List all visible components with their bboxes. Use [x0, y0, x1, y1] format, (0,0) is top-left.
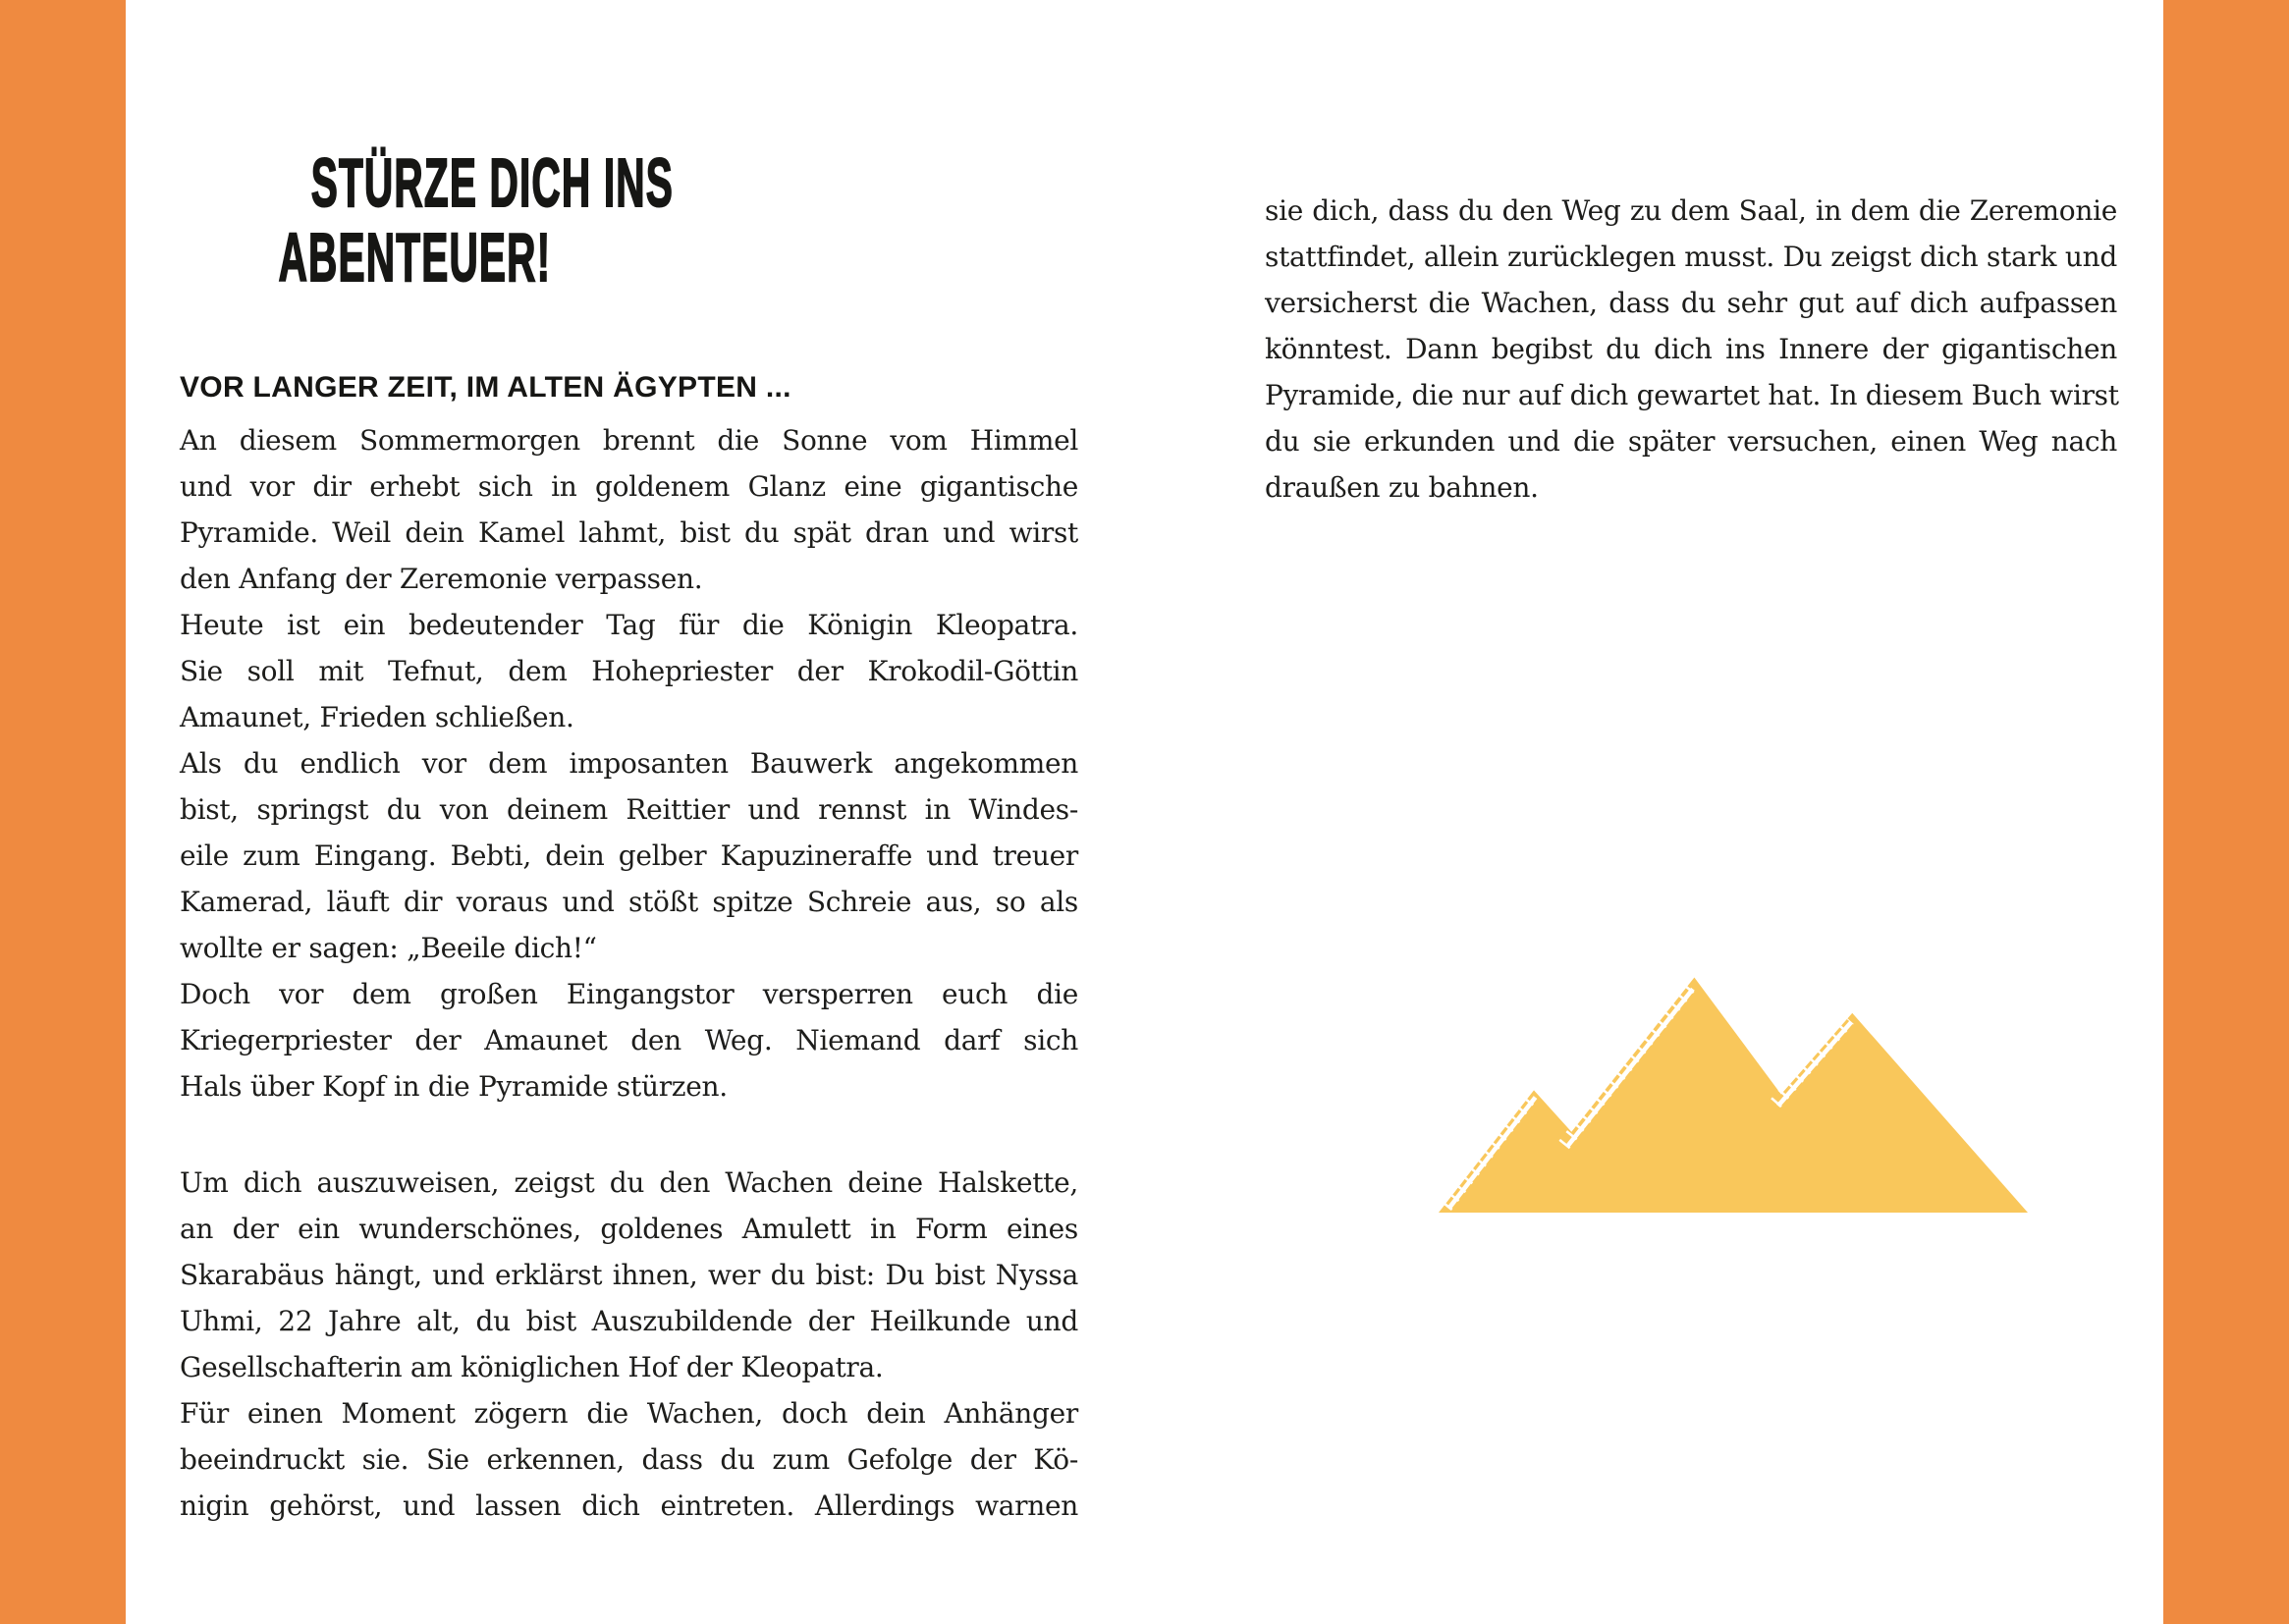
story-line: Sie soll mit Tefnut, dem Hohepriester der Krokodil-Göttin: [180, 655, 1078, 687]
story-paragraph: [180, 971, 1078, 1110]
story-line: Um dich auszuweisen, zeigst du den Wachen deine Halskette,: [180, 1166, 1078, 1199]
story-line: Heute ist ein bedeutender Tag für die Königin Kleopatra.: [180, 609, 1078, 641]
story-line: Für einen Moment zögern die Wachen, doch dein Anhänger: [180, 1397, 1078, 1430]
story-line: Kamerad, läuft dir voraus und stößt spitze Schreie aus, so als: [180, 886, 1078, 918]
story-line: könntest. Dann begibst du dich ins Innere der gigantischen: [1265, 333, 2117, 365]
story-line: Gesellschafterin am königlichen Hof der Kleopatra.: [180, 1351, 884, 1383]
story-line: beeindruckt sie. Sie erkennen, dass du zum Gefolge der Kö-: [180, 1443, 1078, 1476]
story-paragraph: [180, 1390, 1078, 1529]
story-line: An diesem Sommermorgen brennt die Sonne vom Himmel: [180, 424, 1078, 457]
story-line: sie dich, dass du den Weg zu dem Saal, in dem die Zeremonie: [1265, 194, 2117, 227]
story-line: und vor dir erhebt sich in goldenem Glanz eine gigantische: [180, 470, 1078, 503]
story-line: nigin gehörst, und lassen dich eintreten. Allerdings warnen: [180, 1489, 1078, 1522]
story-line: draußen zu bahnen.: [1265, 471, 1539, 504]
story-line: eile zum Eingang. Bebti, dein gelber Kapuzineraffe und treuer: [180, 839, 1078, 872]
story-paragraph: [1265, 188, 2117, 511]
story-line: Hals über Kopf in die Pyramide stürzen.: [180, 1070, 728, 1103]
story-text-right: [1265, 188, 2117, 511]
story-line: wollte er sagen: „Beeile dich!“: [180, 932, 597, 964]
story-paragraph: [180, 602, 1078, 740]
story-line: Uhmi, 22 Jahre alt, du bist Auszubildende der Heilkunde und: [180, 1305, 1078, 1337]
pyramid-silhouette: [1439, 978, 2028, 1213]
spread-border-left: [0, 0, 126, 1624]
chapter-title-line: ABENTEUER!: [278, 219, 552, 296]
story-line: an der ein wunderschönes, goldenes Amulett in Form eines: [180, 1213, 1078, 1245]
story-text-left: [180, 417, 1078, 1529]
story-line: Pyramide. Weil dein Kamel lahmt, bist du spät dran und wirst: [180, 516, 1078, 549]
story-line: Als du endlich vor dem imposanten Bauwerk angekommen: [180, 747, 1078, 780]
story-line: bist, springst du von deinem Reittier und rennst in Windes-: [180, 793, 1078, 826]
story-line: den Anfang der Zeremonie verpassen.: [180, 563, 703, 595]
intro-kicker: VOR LANGER ZEIT, IM ALTEN ÄGYPTEN ...: [180, 371, 791, 404]
spread-border-right: [2163, 0, 2289, 1624]
story-line: Pyramide, die nur auf dich gewartet hat. In diesem Buch wirst: [1265, 379, 2119, 411]
story-line: stattfindet, allein zurücklegen musst. Du zeigst dich stark und: [1265, 241, 2117, 273]
story-line: Doch vor dem großen Eingangstor versperren euch die: [180, 978, 1078, 1010]
pyramids-illustration: [1439, 977, 2028, 1213]
chapter-title: [180, 144, 674, 296]
story-line: versicherst die Wachen, dass du sehr gut auf dich aufpassen: [1265, 287, 2117, 319]
story-line: du sie erkunden und die später versuchen, einen Weg nach: [1265, 425, 2117, 458]
story-paragraph: [180, 1160, 1078, 1390]
story-line: Skarabäus hängt, und erklärst ihnen, wer du bist: Du bist Nyssa: [180, 1259, 1078, 1291]
story-line: Amaunet, Frieden schließen.: [180, 701, 574, 733]
story-paragraph: [180, 740, 1078, 971]
story-line: Kriegerpriester der Amaunet den Weg. Niemand darf sich: [180, 1024, 1078, 1056]
story-paragraph: [180, 417, 1078, 602]
chapter-title-line: STÜRZE DICH INS: [310, 144, 674, 221]
